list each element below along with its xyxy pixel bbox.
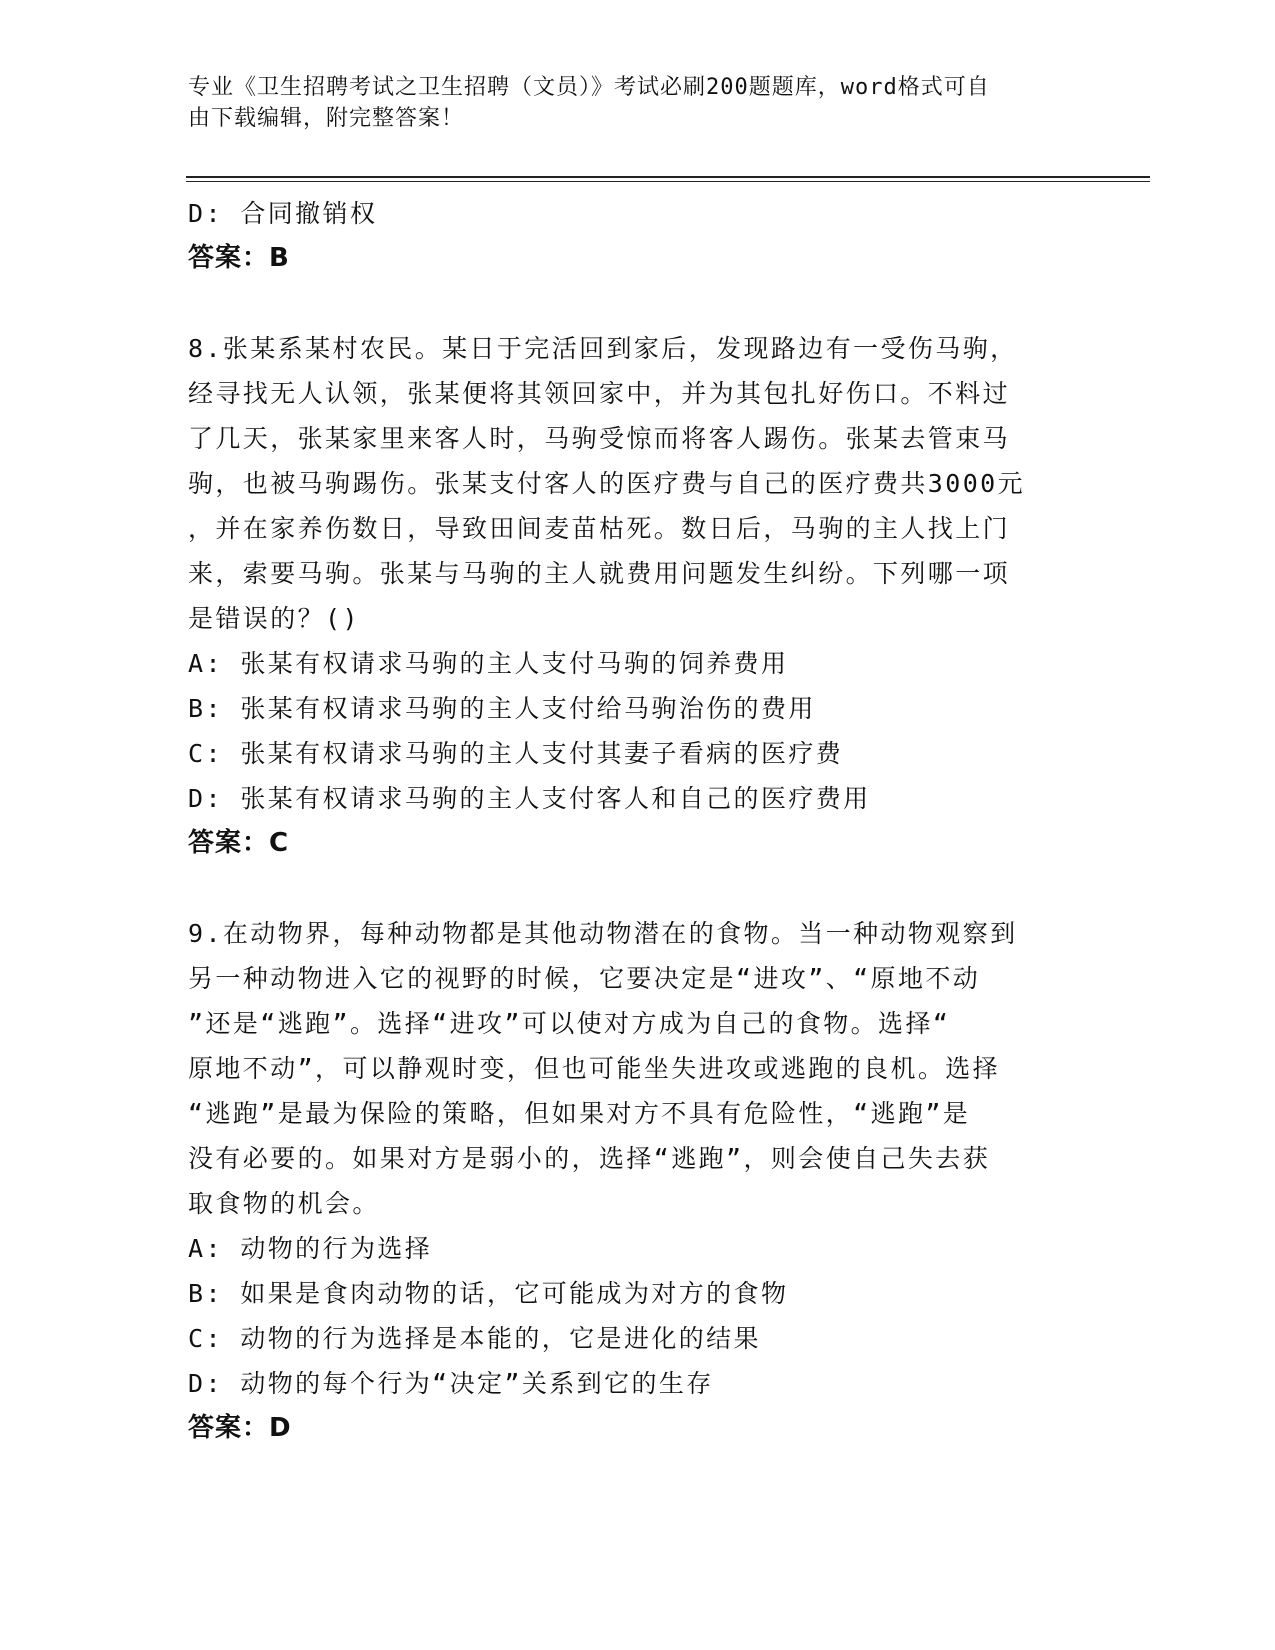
stem-line: 原地不动”，可以静观时变，但也可能坐失进攻或逃跑的良机。选择 [188, 1054, 1001, 1083]
option-d: D: 张某有权请求马驹的主人支付客人和自己的医疗费用 [188, 784, 871, 813]
option-d: D: 合同撤销权 [188, 199, 378, 228]
stem-line: 是错误的？() [188, 604, 360, 633]
page-header [188, 72, 1088, 134]
answer-label: 答案：B [188, 243, 290, 273]
header-title-line-2: 由下载编辑，附完整答案！ [188, 106, 465, 131]
stem-line: 经寻找无人认领，张某便将其领回家中，并为其包扎好伤口。不料过 [188, 379, 1011, 408]
answer-label: 答案：C [188, 828, 290, 858]
header-title-line-1: 专业《卫生招聘考试之卫生招聘（文员）》考试必刷200题题库，word格式可自 [188, 75, 990, 100]
stem-line: 取食物的机会。 [188, 1189, 380, 1218]
stem-line: ”还是“逃跑”。选择“进攻”可以使对方成为自己的食物。选择“ [188, 1009, 951, 1038]
stem-line: 没有必要的。如果对方是弱小的，选择“逃跑”，则会使自己失去获 [188, 1144, 991, 1173]
stem-line: 了几天，张某家里来客人时，马驹受惊而将客人踢伤。张某去管束马 [188, 424, 1011, 453]
answer-label: 答案：D [188, 1413, 292, 1443]
spacer [188, 866, 1088, 911]
stem-line: ，并在家养伤数日，导致田间麦苗枯死。数日后，马驹的主人找上门 [188, 514, 1011, 543]
stem-line: 9.在动物界，每种动物都是其他动物潜在的食物。当一种动物观察到 [188, 919, 1018, 948]
question-9 [188, 911, 1088, 1451]
question-content [188, 191, 1088, 1451]
question-9-options [188, 1226, 1088, 1406]
previous-question-tail [188, 191, 1088, 281]
stem-line: 驹，也被马驹踢伤。张某支付客人的医疗费与自己的医疗费共3000元 [188, 469, 1026, 498]
question-9-stem [188, 911, 1088, 1226]
spacer [188, 281, 1088, 326]
header-divider-thick [186, 176, 1150, 178]
stem-line: 另一种动物进入它的视野的时候，它要决定是“进攻”、“原地不动 [188, 964, 981, 993]
option-b: B: 如果是食肉动物的话，它可能成为对方的食物 [188, 1279, 789, 1308]
header-divider-thin [186, 181, 1150, 182]
option-b: B: 张某有权请求马驹的主人支付给马驹治伤的费用 [188, 694, 816, 723]
option-c: C: 动物的行为选择是本能的，它是进化的结果 [188, 1324, 761, 1353]
question-8 [188, 326, 1088, 866]
stem-line: 来，索要马驹。张某与马驹的主人就费用问题发生纠纷。下列哪一项 [188, 559, 1011, 588]
option-d: D: 动物的每个行为“决定”关系到它的生存 [188, 1369, 714, 1398]
question-8-options [188, 641, 1088, 821]
option-a: A: 动物的行为选择 [188, 1234, 433, 1263]
question-8-stem [188, 326, 1088, 641]
option-c: C: 张某有权请求马驹的主人支付其妻子看病的医疗费 [188, 739, 844, 768]
option-a: A: 张某有权请求马驹的主人支付马驹的饲养费用 [188, 649, 789, 678]
stem-line: “逃跑”是最为保险的策略，但如果对方不具有危险性，“逃跑”是 [188, 1099, 971, 1128]
stem-line: 8.张某系某村农民。某日于完活回到家后，发现路边有一受伤马驹， [188, 334, 1018, 363]
